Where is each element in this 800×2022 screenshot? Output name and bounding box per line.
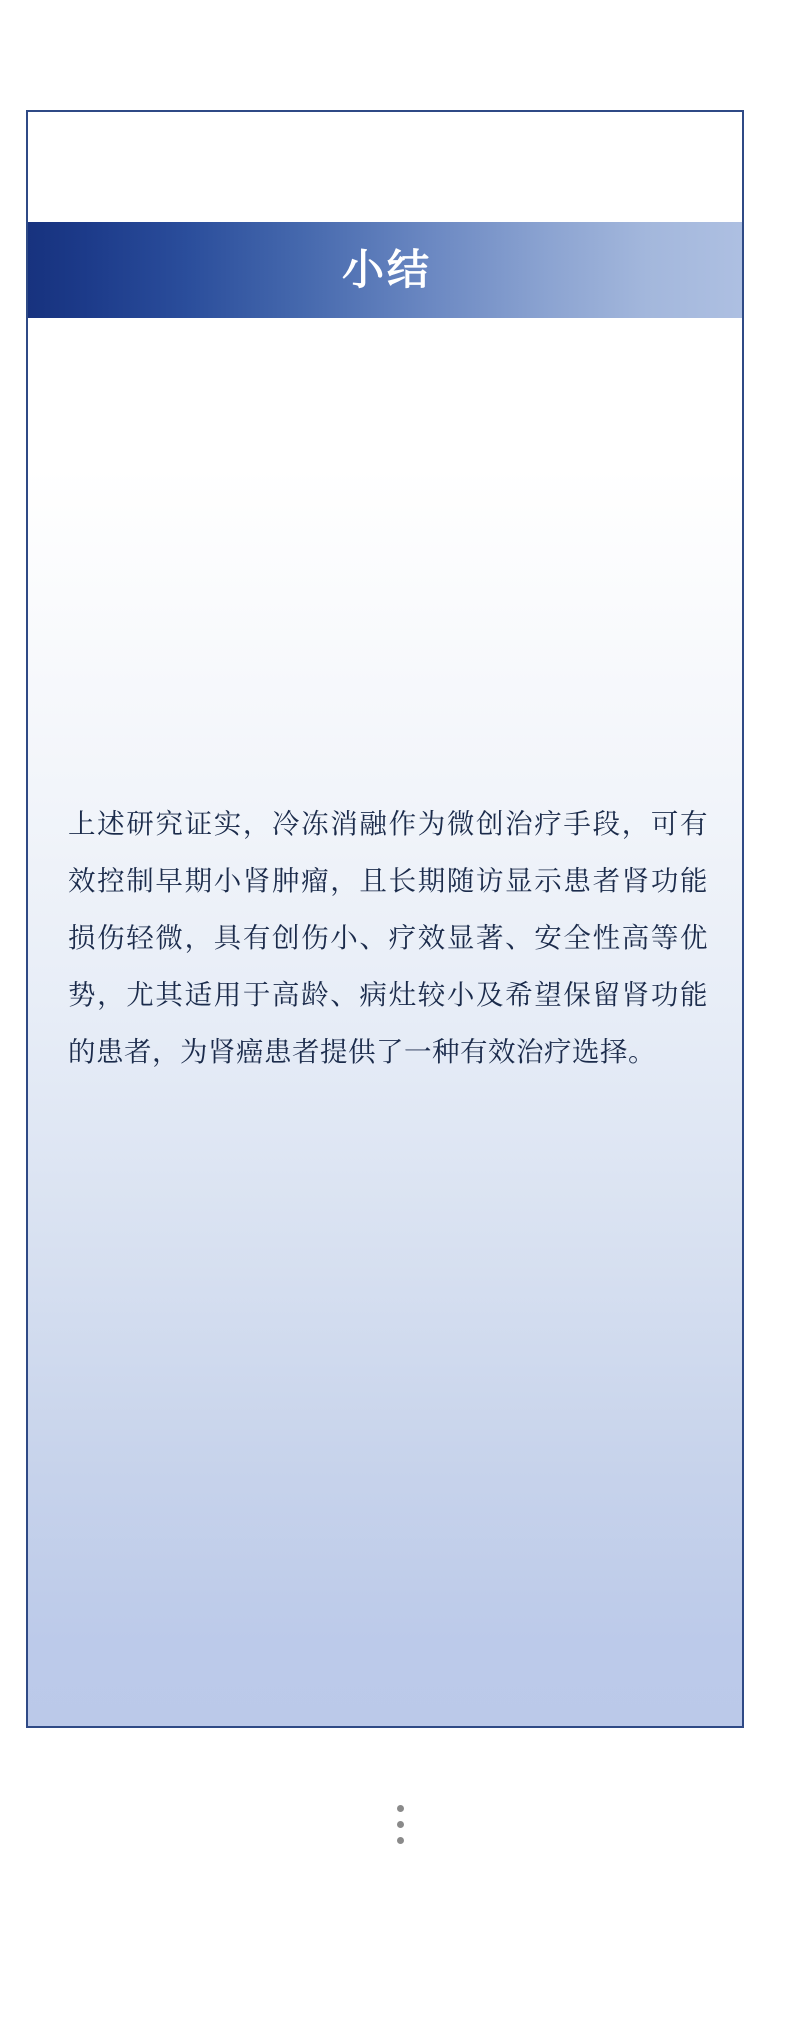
section-title-band <box>26 222 744 318</box>
ellipsis-dot <box>397 1805 404 1812</box>
summary-card <box>26 110 744 1728</box>
ellipsis-dot <box>397 1821 404 1828</box>
page-title: 小结 <box>341 246 432 293</box>
vertical-ellipsis-icon[interactable] <box>0 1805 800 1844</box>
summary-body <box>68 767 708 1107</box>
summary-paragraph: 上述研究证实，冷冻消融作为微创治疗手段，可有效控制早期小肾肿瘤，且长期随访显示患者肾功能损伤轻微，具有创伤小、疗效显著、安全性高等优势，尤其适用于高龄、病灶较小及希望保留肾功能的患者，为肾癌患者提供了一种有效治疗选择。 <box>68 807 708 1067</box>
ellipsis-dot <box>397 1837 404 1844</box>
